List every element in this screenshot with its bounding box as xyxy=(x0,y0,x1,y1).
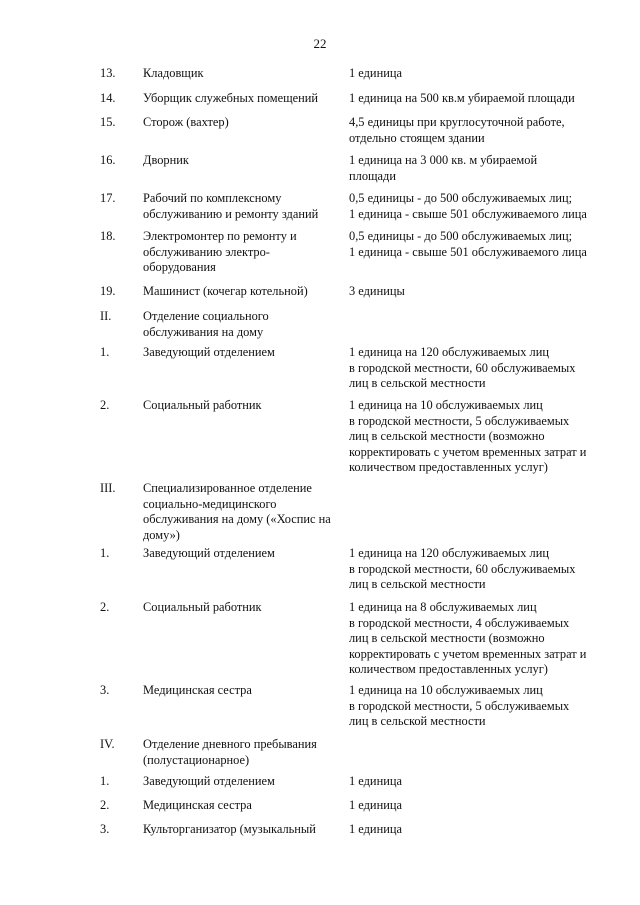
position-name xyxy=(143,798,343,814)
position-name-line: обслуживанию и ремонту зданий xyxy=(143,206,319,221)
staff-norm-line: корректировать с учетом временных затрат и xyxy=(349,444,587,459)
row-number: 1. xyxy=(100,774,110,788)
position-name xyxy=(143,481,343,543)
row-number: 2. xyxy=(100,600,110,614)
staff-norm-line: 1 единица xyxy=(349,66,402,80)
position-name-line: обслуживания на дому xyxy=(143,324,264,339)
staff-norm-line: площади xyxy=(349,168,396,183)
row-number: 3. xyxy=(100,822,110,836)
staff-norm xyxy=(349,153,611,184)
position-name-line: Медицинская сестра xyxy=(143,798,252,812)
staff-norm-line: в городской местности, 60 обслуживаемых xyxy=(349,561,576,576)
staff-norm xyxy=(349,774,611,790)
staff-norm-line: 3 единицы xyxy=(349,284,405,298)
position-name xyxy=(143,546,343,562)
staff-norm xyxy=(349,91,611,107)
position-name-line: Медицинская сестра xyxy=(143,683,252,697)
staff-norm-line: 1 единица xyxy=(349,774,402,788)
staff-norm-line: 1 единица xyxy=(349,798,402,812)
position-name xyxy=(143,66,343,82)
position-name-line: Отделение социального xyxy=(143,309,269,323)
staff-norm xyxy=(349,345,611,392)
position-name xyxy=(143,91,343,107)
staff-norm xyxy=(349,66,611,82)
row-number: 1. xyxy=(100,546,110,560)
row-number: III. xyxy=(100,481,116,495)
staff-norm xyxy=(349,398,611,476)
row-number: 3. xyxy=(100,683,110,697)
staff-norm-line: 0,5 единицы - до 500 обслуживаемых лиц; xyxy=(349,229,573,243)
row-number: 16. xyxy=(100,153,116,167)
staff-norm-line: количеством предоставленных услуг) xyxy=(349,662,548,677)
position-name xyxy=(143,774,343,790)
row-number: 2. xyxy=(100,398,110,412)
position-name-line: Электромонтер по ремонту и xyxy=(143,229,297,243)
staff-norm xyxy=(349,229,611,260)
position-name-line: обслуживания на дому («Хоспис на xyxy=(143,512,331,527)
staff-norm-line: лиц в сельской местности (возможно xyxy=(349,429,545,444)
position-name-line: Дворник xyxy=(143,153,189,167)
position-name xyxy=(143,309,343,340)
staff-norm-line: 1 единица на 8 обслуживаемых лиц xyxy=(349,600,537,614)
position-name-line: дому») xyxy=(143,527,180,542)
position-name xyxy=(143,398,343,414)
position-name xyxy=(143,115,343,131)
position-name-line: обслуживанию электро- xyxy=(143,244,270,259)
staff-norm-line: в городской местности, 60 обслуживаемых xyxy=(349,360,576,375)
staff-norm-line: 1 единица xyxy=(349,822,402,836)
staff-norm xyxy=(349,798,611,814)
row-number: 13. xyxy=(100,66,116,80)
position-name-line: социально-медицинского xyxy=(143,496,277,511)
staff-norm xyxy=(349,191,611,222)
row-number: IV. xyxy=(100,737,115,751)
page-number: 22 xyxy=(313,36,327,51)
staff-norm-line: 1 единица - свыше 501 обслуживаемого лица xyxy=(349,244,587,259)
position-name-line: Социальный работник xyxy=(143,398,262,412)
staff-norm-line: 1 единица на 10 обслуживаемых лиц xyxy=(349,683,543,697)
staff-norm-line: лиц в сельской местности xyxy=(349,714,486,729)
position-name-line: Отделение дневного пребывания xyxy=(143,737,317,751)
position-name xyxy=(143,284,343,300)
staff-norm-line: отдельно стоящем здании xyxy=(349,130,485,145)
row-number: 1. xyxy=(100,345,110,359)
row-number: 19. xyxy=(100,284,116,298)
staff-norm-line: лиц в сельской местности xyxy=(349,577,486,592)
position-name-line: Специализированное отделение xyxy=(143,481,312,495)
staff-norm-line: 0,5 единицы - до 500 обслуживаемых лиц; xyxy=(349,191,573,205)
position-name xyxy=(143,683,343,699)
staff-norm-line: в городской местности, 5 обслуживаемых xyxy=(349,413,570,428)
row-number: 2. xyxy=(100,798,110,812)
staff-norm-line: 1 единица на 120 обслуживаемых лиц xyxy=(349,546,549,560)
staff-norm xyxy=(349,284,611,300)
row-number: 15. xyxy=(100,115,116,129)
position-name xyxy=(143,822,343,838)
staff-norm-line: в городской местности, 5 обслуживаемых xyxy=(349,698,570,713)
row-number: 17. xyxy=(100,191,116,205)
position-name-line: Машинист (кочегар котельной) xyxy=(143,284,308,298)
position-name-line: Заведующий отделением xyxy=(143,774,275,788)
position-name xyxy=(143,345,343,361)
position-name xyxy=(143,191,343,222)
position-name-line: Социальный работник xyxy=(143,600,262,614)
staff-norm-line: 4,5 единицы при круглосуточной работе, xyxy=(349,115,565,129)
position-name-line: Заведующий отделением xyxy=(143,345,275,359)
staff-norm xyxy=(349,822,611,838)
position-name-line: Рабочий по комплексному xyxy=(143,191,282,205)
row-number: 14. xyxy=(100,91,116,105)
row-number: 18. xyxy=(100,229,116,243)
position-name-line: Уборщик служебных помещений xyxy=(143,91,319,105)
position-name-line: оборудования xyxy=(143,260,216,275)
staff-norm xyxy=(349,546,611,593)
staff-norm-line: лиц в сельской местности (возможно xyxy=(349,631,545,646)
row-number: II. xyxy=(100,309,112,323)
staff-norm-line: корректировать с учетом временных затрат и xyxy=(349,646,587,661)
staff-norm-line: 1 единица - свыше 501 обслуживаемого лица xyxy=(349,206,587,221)
position-name xyxy=(143,737,343,768)
position-name xyxy=(143,600,343,616)
staff-norm-line: лиц в сельской местности xyxy=(349,376,486,391)
staff-norm xyxy=(349,115,611,146)
staff-norm-line: 1 единица на 120 обслуживаемых лиц xyxy=(349,345,549,359)
staff-norm-line: 1 единица на 10 обслуживаемых лиц xyxy=(349,398,543,412)
position-name xyxy=(143,153,343,169)
position-name-line: Культорганизатор (музыкальный xyxy=(143,822,316,836)
staff-norm-line: 1 единица на 3 000 кв. м убираемой xyxy=(349,153,538,167)
staff-norm-line: в городской местности, 4 обслуживаемых xyxy=(349,615,570,630)
staff-norm-line: 1 единица на 500 кв.м убираемой площади xyxy=(349,91,575,105)
staff-norm-line: количеством предоставленных услуг) xyxy=(349,460,548,475)
position-name-line: Заведующий отделением xyxy=(143,546,275,560)
position-name xyxy=(143,229,343,276)
staff-norm xyxy=(349,600,611,678)
staff-norm xyxy=(349,683,611,730)
position-name-line: Кладовщик xyxy=(143,66,204,80)
position-name-line: Сторож (вахтер) xyxy=(143,115,229,129)
position-name-line: (полустационарное) xyxy=(143,752,250,767)
